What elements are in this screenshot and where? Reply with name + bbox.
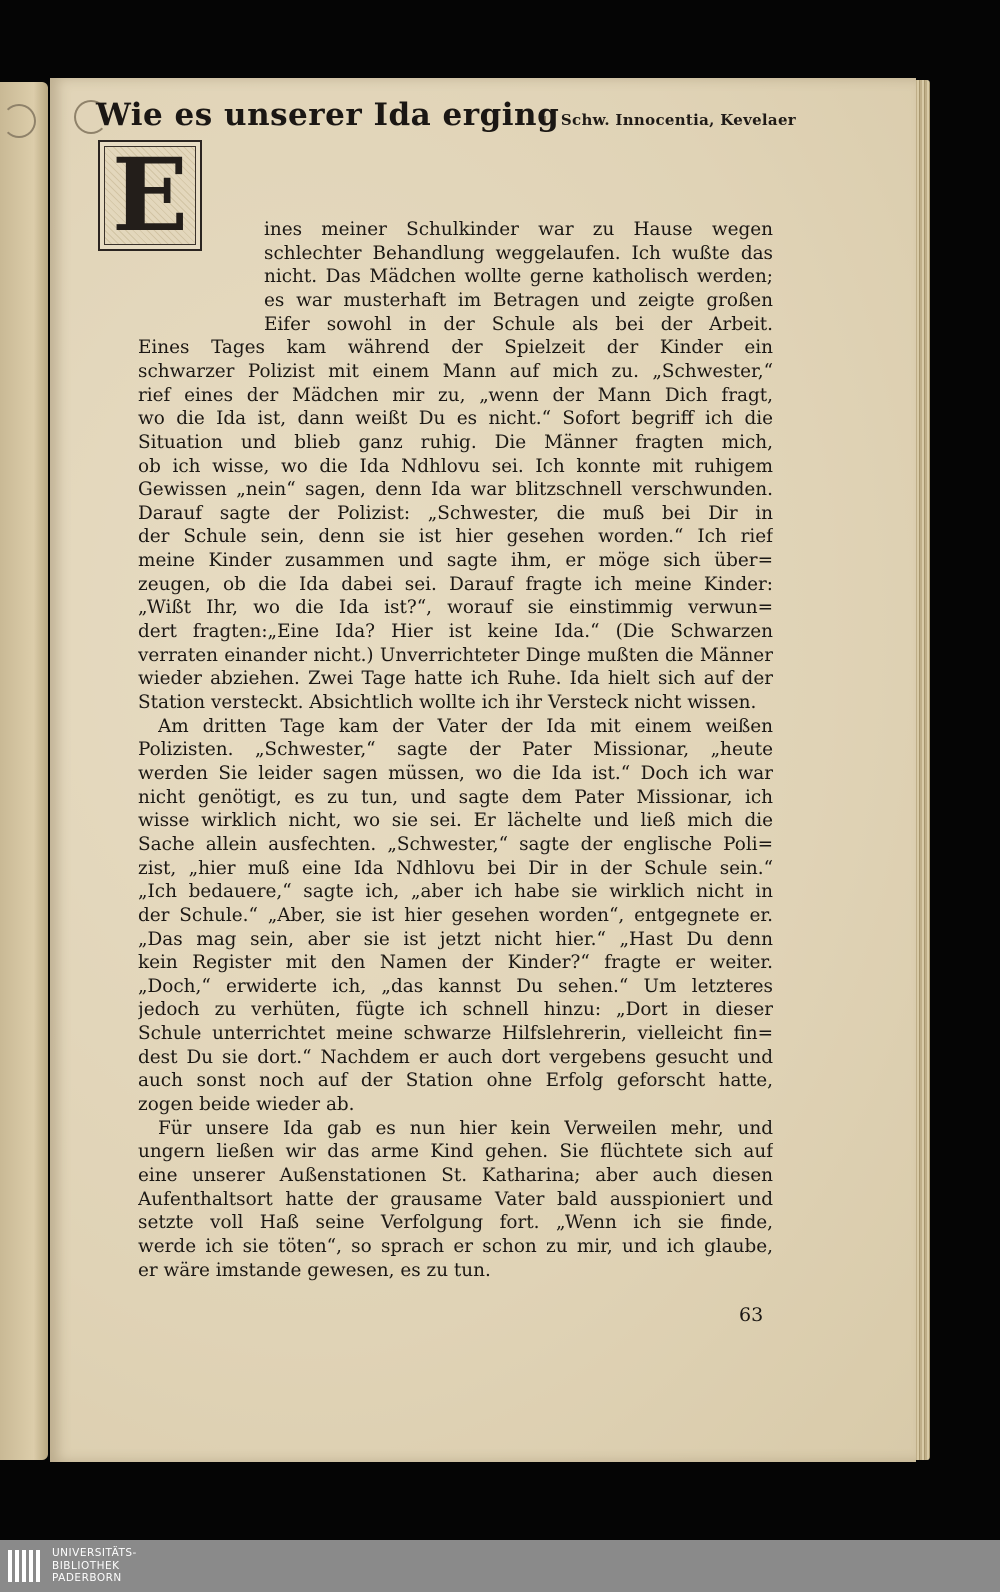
text-line: jedoch zu verhüten, fügte ich schnell hinzu: „Dort in dieser — [138, 999, 773, 1020]
text-line: meine Kinder zusammen und sagte ihm, er möge sich über= — [138, 550, 773, 571]
text-line: Gewissen „nein“ sagen, denn Ida war blitzschnell verschwunden. — [138, 479, 773, 500]
facing-page-edge — [0, 82, 48, 1460]
text-line: es war musterhaft im Betragen und zeigte großen — [264, 290, 773, 311]
library-name-line: PADERBORN — [52, 1572, 122, 1584]
text-line: Polizisten. „Schwester,“ sagte der Pater Missionar, „heute — [138, 739, 773, 760]
text-line: werde ich sie töten“, so sprach er schon zu mir, und ich glaube, — [138, 1236, 773, 1257]
library-footer — [0, 1540, 1000, 1592]
text-line: ob ich wisse, wo die Ida Ndhlovu sei. Ich konnte mit ruhigem — [138, 456, 773, 477]
text-line: nicht genötigt, es zu tun, und sagte dem Pater Missionar, ich — [138, 787, 773, 808]
text-line: nicht. Das Mädchen wollte gerne katholisch werden; — [264, 266, 773, 287]
text-line: „Doch,“ erwiderte ich, „das kannst Du sehen.“ Um letzteres — [138, 976, 773, 997]
text-line: setzte voll Haß seine Verfolgung fort. „Wenn ich sie finde, — [138, 1212, 773, 1233]
library-name-line: UNIVERSITÄTS- — [52, 1547, 137, 1559]
text-line: Schule unterrichtet meine schwarze Hilfslehrerin, vielleicht fin= — [138, 1023, 773, 1044]
text-line: Station versteckt. Absichtlich wollte ich ihr Versteck nicht wissen. — [138, 692, 757, 713]
text-line: zist, „hier muß eine Ida Ndhlovu bei Dir in der Schule sein.“ — [138, 858, 773, 879]
text-line: verraten einander nicht.) Unverrichteter Dinge mußten die Männer — [138, 645, 773, 666]
library-logo-icon — [6, 1546, 46, 1586]
text-line: schlechter Behandlung weggelaufen. Ich wußte das — [264, 243, 773, 264]
text-line: dert fragten:„Eine Ida? Hier ist keine Ida.“ (Die Schwarzen — [138, 621, 773, 642]
library-name — [52, 1547, 137, 1585]
library-name-line: BIBLIOTHEK — [52, 1559, 120, 1572]
text-line: ines meiner Schulkinder war zu Hause wegen — [264, 219, 773, 240]
text-line: rief eines der Mädchen mir zu, „wenn der Mann Dich fragt, — [138, 385, 773, 406]
text-line: zeugen, ob die Ida dabei sei. Darauf fragte ich meine Kinder: — [138, 574, 773, 595]
article-byline: Schw. Innocentia, Kevelaer — [560, 111, 796, 129]
text-line: Am dritten Tage kam der Vater der Ida mit einem weißen — [158, 716, 773, 737]
text-line: Eines Tages kam während der Spielzeit der Kinder ein — [138, 337, 773, 358]
text-line: kein Register mit den Namen der Kinder?“ fragte er weiter. — [138, 952, 773, 973]
text-line: dest Du sie dort.“ Nachdem er auch dort vergebens gesucht und — [138, 1047, 773, 1068]
text-line: wisse wirklich nicht, wo sie sei. Er lächelte und ließ mich die — [138, 810, 773, 831]
text-line: Sache allein ausfechten. „Schwester,“ sagte der englische Poli= — [138, 834, 773, 855]
text-line: wo die Ida ist, dann weißt Du es nicht.“ Sofort begriff ich die — [138, 408, 773, 429]
page-number: 63 — [739, 1304, 764, 1326]
text-line: schwarzer Polizist mit einem Mann auf mich zu. „Schwester,“ — [138, 361, 773, 382]
text-line: „Ich bedauere,“ sagte ich, „aber ich habe sie wirklich nicht in — [138, 881, 773, 902]
text-line: Aufenthaltsort hatte der grausame Vater bald ausspioniert und — [138, 1189, 773, 1210]
text-line: der Schule.“ „Aber, sie ist hier gesehen worden“, entgegnete er. — [138, 905, 773, 926]
text-line: wieder abziehen. Zwei Tage hatte ich Ruhe. Ida hielt sich auf der — [138, 668, 773, 689]
text-line: der Schule sein, denn sie ist hier gesehen worden.“ Ich rief — [138, 526, 773, 547]
text-line: „Wißt Ihr, wo die Ida ist?“, worauf sie einstimmig verwun= — [138, 597, 773, 618]
text-line: Darauf sagte der Polizist: „Schwester, die muß bei Dir in — [138, 503, 773, 524]
text-line: „Das mag sein, aber sie ist jetzt nicht hier.“ „Hast Du denn — [138, 929, 773, 950]
drop-cap — [98, 136, 202, 254]
text-line: ungern ließen wir das arme Kind gehen. Sie flüchtete sich auf — [138, 1141, 773, 1162]
text-line: zogen beide wieder ab. — [138, 1094, 355, 1115]
punch-hole — [2, 104, 36, 138]
article-title: Wie es unserer Ida erging — [96, 97, 560, 133]
text-line: Eifer sowohl in der Schule als bei der Arbeit. — [264, 314, 773, 335]
text-line: eine unserer Außenstationen St. Katharina; aber auch diesen — [138, 1165, 773, 1186]
text-line: werden Sie leider sagen müssen, wo die Ida ist.“ Doch ich war — [138, 763, 773, 784]
text-line: auch sonst noch auf der Station ohne Erfolg geforscht hatte, — [138, 1070, 773, 1091]
text-line: er wäre imstande gewesen, es zu tun. — [138, 1260, 491, 1281]
text-line: Situation und blieb ganz ruhig. Die Männer fragten mich, — [138, 432, 773, 453]
drop-cap-letter: E — [111, 136, 189, 254]
article-heading — [96, 97, 796, 145]
text-line: Für unsere Ida gab es nun hier kein Verweilen mehr, und — [158, 1118, 773, 1139]
